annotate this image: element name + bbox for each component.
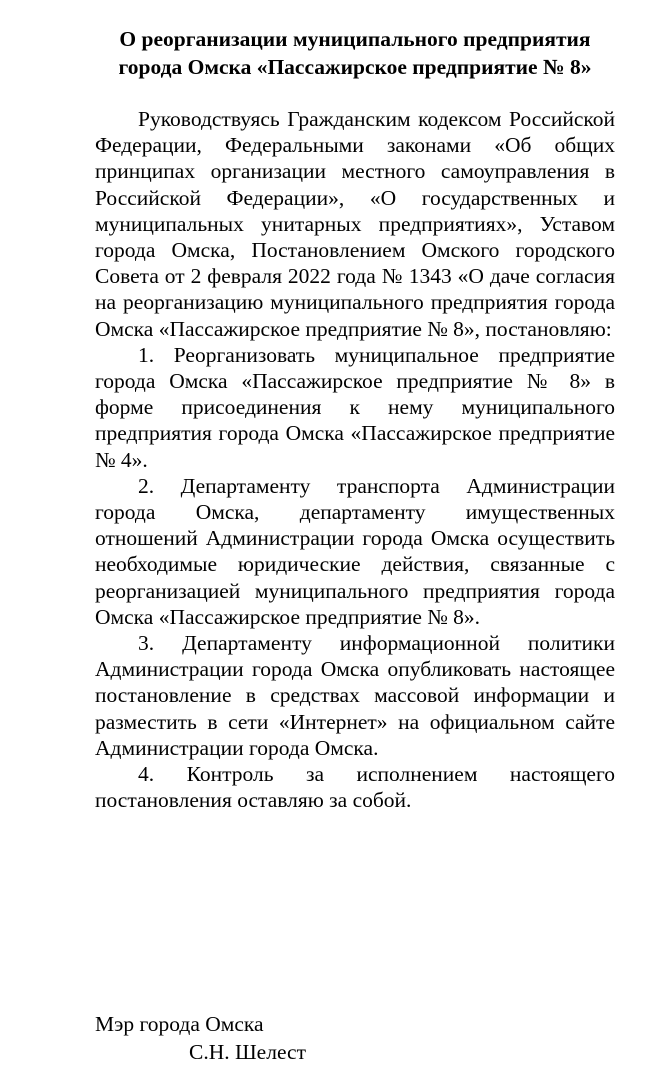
title-line-1: О реорганизации муниципального предприятия xyxy=(119,27,591,51)
signature-block xyxy=(95,1011,306,1066)
title-line-2: города Омска «Пассажирское предприятие № 8» xyxy=(118,54,592,79)
clause-2: 2. Департаменту транспорта Администрации города Омска, департаменту имущественных отношений Администрации города Омска осуществить необходимые юридические действия, связанные с реорганизацией муниципального предприятия города Омска «Пассажирское предприятие № 8». xyxy=(95,473,615,629)
clause-3: 3. Департаменту информационной политики Администрации города Омска опубликовать настоящее постановление в средствах массовой информации и разместить в сети «Интернет» на официальном сайте Администрации города Омска. xyxy=(95,631,615,760)
signatory-name: С.Н. Шелест xyxy=(189,1039,306,1064)
signatory-position: Мэр города Омска xyxy=(95,1012,264,1036)
document-body xyxy=(95,106,615,813)
preamble-paragraph: Руководствуясь Гражданским кодексом Российской Федерации, Федеральными законами «Об общих принципах организации местного самоуправления в Российской Федерации», «О государственных и муниципальных унитарных предприятиях», Уставом города Омска, Постановлением Омского городского Совета от 2 февраля 2022 года № 1343 «О даче согласия на реорганизацию муниципального предприятия города Омска «Пассажирское предприятие № 8», постановляю: xyxy=(95,107,615,341)
document xyxy=(95,26,615,813)
clause-4: 4. Контроль за исполнением настоящего постановления оставляю за собой. xyxy=(95,762,615,813)
clause-1: 1. Реорганизовать муниципальное предприятие города Омска «Пассажирское предприятие № 8» в форме присоединения к нему муниципального предприятия города Омска «Пассажирское предприятие № 4». xyxy=(95,342,615,472)
document-title xyxy=(95,26,615,81)
